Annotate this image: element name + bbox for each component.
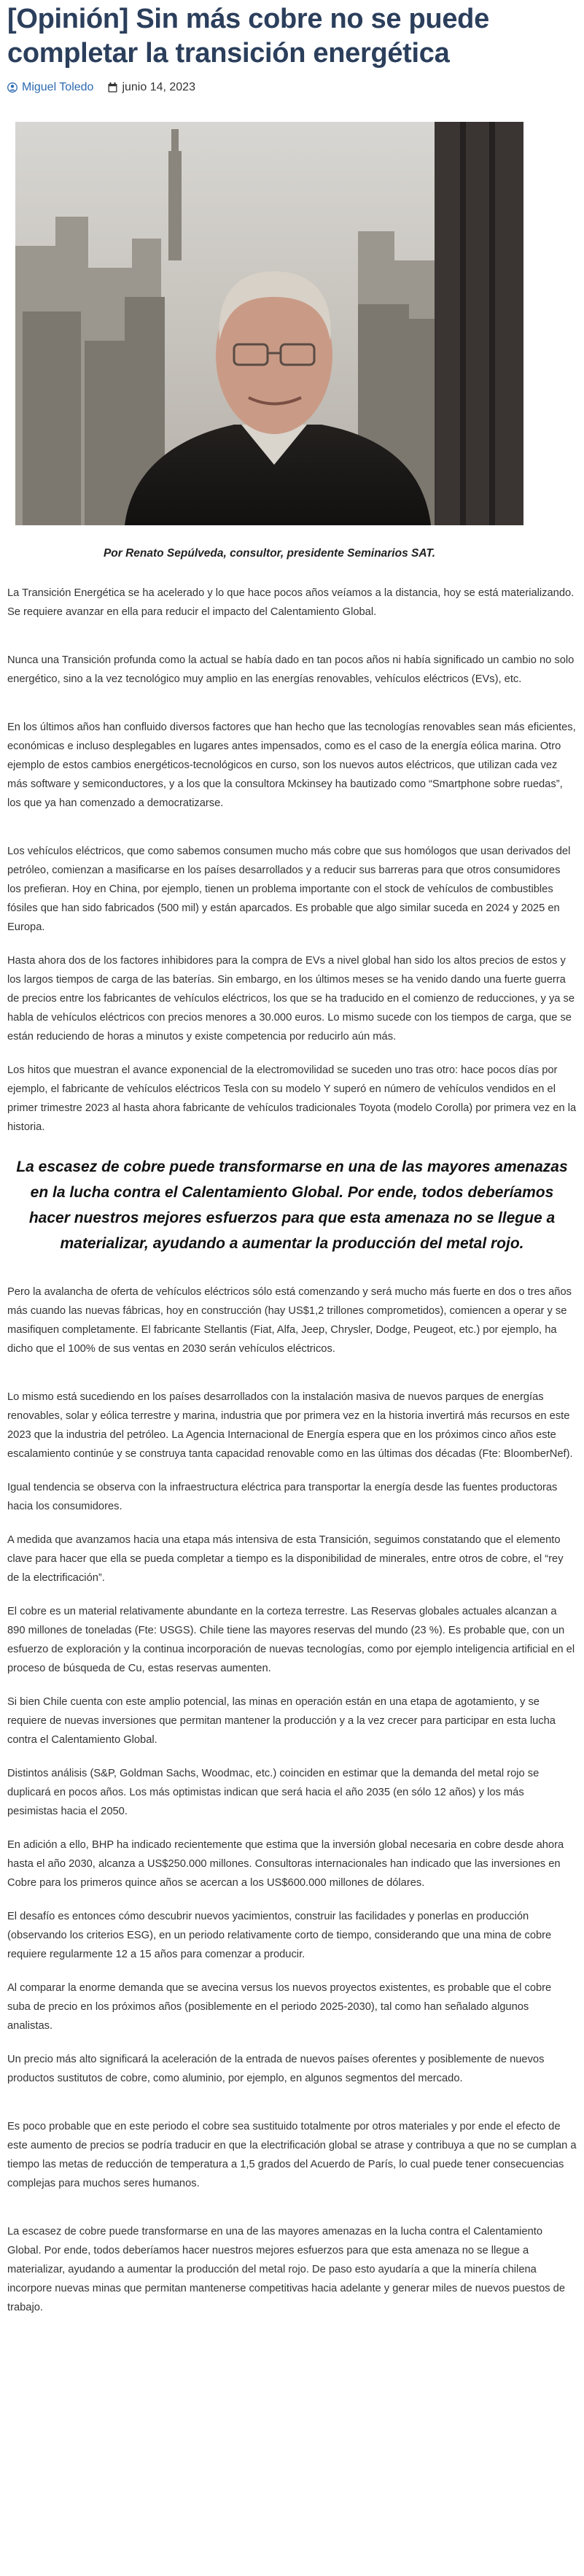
article-body <box>7 584 577 2317</box>
paragraph: Si bien Chile cuenta con este amplio potencial, las minas en operación están en una etapa de agotamiento, y se requiere de nuevas inversiones que permitan mantener la producción y a la vez crecer para participar en esta lucha contra el Calentamiento Global. <box>7 1696 556 1746</box>
paragraph: Hasta ahora dos de los factores inhibidores para la compra de EVs a nivel global han sido los altos precios de estos y los largos tiempos de carga de las baterías. Sin embargo, en los últimos meses se ha venido dando una fuerte guerra de precios entre los fabricantes de vehículos eléctricos, los que se ha traducido en el comienzo de reducciones, y ya se habla de vehículos eléctricos con precios menores a 30.000 euros. Lo mismo sucede con los tiempos de carga, que se están reduciendo de horas a minutos y existe competencia por reducirlo aún más. <box>7 955 575 1043</box>
paragraph: Pero la avalancha de oferta de vehículos eléctricos sólo está comenzando y será mucho más fuerte en dos o tres años más cuando las nuevas fábricas, hoy en construcción (hay US$1,2 trillones comprometidos), comiencen a operar y se masifiquen completamente. El fabricante Stellantis (Fiat, Alfa, Jeep, Chrysler, Dodge, Peugeot, etc.) por ejemplo, ha dicho que el 100% de sus ventas en 2030 serán vehículos eléctricos. <box>7 1286 572 1355</box>
paragraph: Los vehículos eléctricos, que como sabemos consumen mucho más cobre que sus homólogos que usan derivados del petróleo, comienzan a masificarse en los países desarrollados y a reducir sus barreras para que otros consumidores los prefieran. Hoy en China, por ejemplo, tienen un problema importante con el stock de vehículos de combustibles fósiles que han sido fabricados (500 mil) y están aparcados. Es probable que algo similar suceda en 2024 y 2025 en Europa. <box>7 846 571 933</box>
author-meta <box>7 81 93 94</box>
paragraph: Distintos análisis (S&P, Goldman Sachs, Woodmac, etc.) coinciden en estimar que la demanda del metal rojo se duplicará en pocos años. Los más optimistas indican que será hacia el año 2035 (en sólo 12 años) y los más pesimistas hacia el 2050. <box>7 1768 540 1817</box>
paragraph: El cobre es un material relativamente abundante en la corteza terrestre. Las Reservas globales actuales alcanzan a 890 millones de toneladas (Fte: USGS). Chile tiene las mayores reservas del mundo (23 %). Es probable que, con un esfuerzo de exploración y la continua incorporación de nuevas tecnologías, como por ejemplo inteligencia artificial en el proceso de búsqueda de Cu, estas reservas aumenten. <box>7 1606 575 1674</box>
calendar-icon <box>108 82 117 93</box>
paragraph: Los hitos que muestran el avance exponencial de la electromovilidad se suceden uno tras otro: hace pocos días por ejemplo, el fabricante de vehículos eléctricos Tesla con su modelo Y superó en número de vehículos vendidos en el primer trimestre 2023 al hasta ahora fabricante de vehículos tradicionales Toyota (modelo Corolla) por primera vez en la historia. <box>7 1064 577 1133</box>
paragraph: Nunca una Transición profunda como la actual se había dado en tan pocos años ni había significado un cambio no solo energético, sino a la vez tecnológico muy amplio en las energías renovables, vehículos eléctricos (EVs), etc. <box>7 654 575 685</box>
paragraph: La escasez de cobre puede transformarse en una de las mayores amenazas en la lucha contra el Calentamiento Global. Por ende, todos deberíamos hacer nuestros mejores esfuerzos para que esta amenaza no se llegue a materializar, ayudando a aumentar la producción del metal rojo. De paso esto ayudaría a que la minería chilena incorpore nuevas minas que permitan mantenerse competitivas hacia adelante y generar miles de nuevos puestos de trabajo. <box>7 2226 566 2313</box>
user-circle-icon <box>7 82 17 93</box>
paragraph: Un precio más alto significará la aceleración de la entrada de nuevos países oferentes y posiblemente de nuevos productos sustitutos de cobre, como aluminio, por ejemplo, en algunos segmentos del mercado. <box>7 2054 545 2084</box>
article-title: [Opinión] Sin más cobre no se puede completar la transición energética <box>7 4 489 69</box>
photo-caption: Por Renato Sepúlveda, consultor, presidente Seminarios SAT. <box>103 547 436 560</box>
paragraph: Al comparar la enorme demanda que se avecina versus los nuevos proyectos existentes, es probable que el cobre suba de precio en los próximos años (posiblemente en el periodo 2025-2030), tal como han señalado algunos analistas. <box>7 1982 552 2032</box>
paragraph: En los últimos años han confluido diversos factores que han hecho que las tecnologías renovables sean más eficientes, económicas e incluso desplegables en lugares antes impensados, como es el caso de la energía eólica marina. Otro ejemplo de estos cambios energéticos-tecnológicos en curso, son los nuevos autos eléctricos, que utilizan cada vez más software y semiconductores, y a los que la consultora Mckinsey ha bautizado como “Smartphone sobre ruedas”, los que ya han comenzado a democratizarse. <box>7 722 576 809</box>
paragraph: La Transición Energética se ha acelerado y lo que hace pocos años veíamos a la distancia, hoy se está materializando. Se requiere avanzar en ella para reducir el impacto del Calentamiento Global. <box>7 587 575 618</box>
publish-date: junio 14, 2023 <box>122 81 195 93</box>
author-photo <box>15 122 523 525</box>
date-meta <box>108 81 195 94</box>
paragraph: Lo mismo está sucediendo en los países desarrollados con la instalación masiva de nuevos parques de energías renovables, solar y eólica terrestre y marina, industria que por primera vez en la historia invertirá más recursos en este 2023 que la industria del petróleo. La Agencia Internacional de Energía espera que en los próximos cinco años este escalamiento continúe y se construya tanta capacidad renovable como en las últimas dos décadas (Fte: BloomberNef). <box>7 1391 573 1460</box>
author-link[interactable]: Miguel Toledo <box>22 81 94 93</box>
paragraph: A medida que avanzamos hacia una etapa más intensiva de esta Transición, seguimos constatando que el elemento clave para hacer que ella se pueda completar a tiempo es la disponibilidad de minerales, entre otros de cobre, el “rey de la electrificación”. <box>7 1534 564 1584</box>
article-meta <box>7 81 577 94</box>
paragraph: En adición a ello, BHP ha indicado recientemente que estima que la inversión global necesaria en cobre desde ahora hasta el año 2030, alcanza a US$250.000 millones. Consultoras internacionales han indicado que las inversiones en Cobre para los primeros quince años se acercan a los US$600.000 millones de dólares. <box>7 1839 564 1889</box>
photo-illustration <box>15 122 523 525</box>
pull-quote: La escasez de cobre puede transformarse en una de las mayores amenazas en la lucha contra el Calentamiento Global. Por ende, todos deberíamos hacer nuestros mejores esfuerzos para que esta amenaza no se llegue a materializar, ayudando a aumentar la producción del metal rojo. <box>16 1159 568 1252</box>
paragraph: Igual tendencia se observa con la infraestructura eléctrica para transportar la energía desde las fuentes productoras hacia los consumidores. <box>7 1482 558 1512</box>
paragraph: Es poco probable que en este periodo el cobre sea sustituido totalmente por otros materiales y por ende el efecto de este aumento de precios se podría traducir en que la electrificación global se atrase y contribuya a que no se cumplan a tiempo las metas de reducción de temperatura a 1,5 grados del Acuerdo de París, lo cual puede tener consecuencias complejas para muchos seres humanos. <box>7 2121 577 2189</box>
paragraph: El desafío es entonces cómo descubrir nuevos yacimientos, construir las facilidades y ponerlas en producción (observando los criterios ESG), en un periodo relativamente corto de tiempo, considerando que una mina de cobre requiere regularmente 12 a 15 años para comenzar a producir. <box>7 1911 552 1960</box>
